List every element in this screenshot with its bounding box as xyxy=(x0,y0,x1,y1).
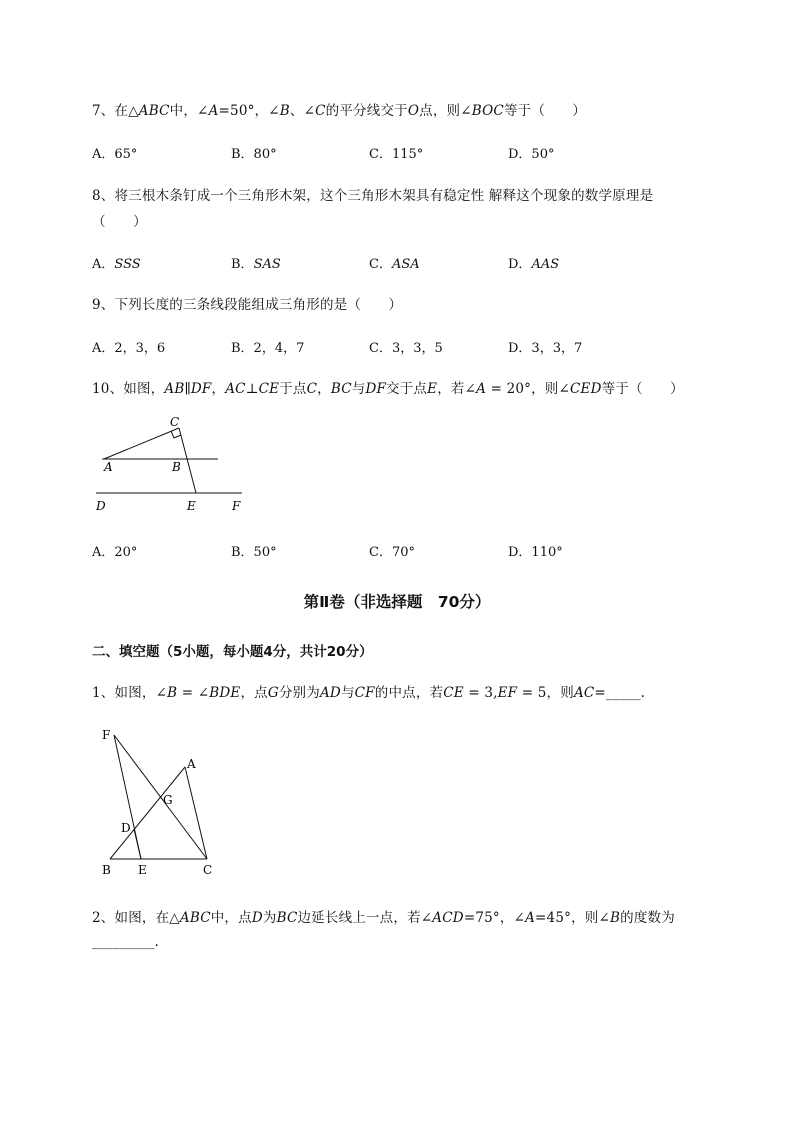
q10-option-b[interactable]: B．50° xyxy=(231,545,277,560)
label-b: B xyxy=(172,460,181,474)
question-7-stem: 7、在△ABC中，∠A=50°，∠B、∠C的平分线交于O点，则∠BOC等于（ ） xyxy=(92,103,587,119)
label-e: E xyxy=(138,863,147,877)
question-10-stem: 10、如图，AB∥DF，AC⊥CE于点C，BC与DF交于点E，若∠A = 20°，则∠CED等于（ ） xyxy=(92,381,684,397)
q8-option-c[interactable]: C．ASA xyxy=(369,257,420,272)
q7-option-a[interactable]: A．65° xyxy=(92,147,138,162)
label-d: D xyxy=(121,821,131,835)
q10-figure xyxy=(90,412,250,518)
q8-option-b[interactable]: B．SAS xyxy=(231,257,281,272)
q7-option-b[interactable]: B．80° xyxy=(231,147,277,162)
section-title: 第Ⅱ卷（非选择题 70分） xyxy=(303,593,491,611)
q7-option-c[interactable]: C．115° xyxy=(369,147,424,162)
label-a: A xyxy=(187,757,196,771)
segment-ba xyxy=(110,767,185,859)
f1-figure xyxy=(95,724,225,880)
q8-option-d[interactable]: D．AAS xyxy=(508,257,560,272)
q9-option-c[interactable]: C．3，3，5 xyxy=(369,341,443,356)
q9-option-b[interactable]: B．2，4，7 xyxy=(231,341,305,356)
segment-ac xyxy=(185,767,207,859)
label-a: A xyxy=(104,460,113,474)
fill-question-2-stem: 2、如图，在△ABC中，点D为BC边延长线上一点，若∠ACD=75°，∠A=45°，则∠B的度数为 xyxy=(92,910,675,926)
label-f: F xyxy=(102,728,111,742)
q9-option-d[interactable]: D．3，3，7 xyxy=(508,341,583,356)
label-b: B xyxy=(102,863,111,877)
label-f: F xyxy=(232,499,241,513)
section-subtitle: 二、填空题（5小题，每小题4分，共计20分） xyxy=(92,644,373,660)
right-angle-mark xyxy=(171,431,181,438)
question-8-stem: 8、将三根木条钉成一个三角形木架，这个三角形木架具有稳定性 解释这个现象的数学原理是 xyxy=(92,188,654,204)
question-9-stem: 9、下列长度的三条线段能组成三角形的是（ ） xyxy=(92,297,403,313)
q10-option-c[interactable]: C．70° xyxy=(369,545,415,560)
segment-de xyxy=(134,829,141,859)
segment-ac xyxy=(104,428,179,459)
label-d: D xyxy=(96,499,106,513)
label-g: G xyxy=(163,793,173,807)
label-c: C xyxy=(203,863,213,877)
q7-option-d[interactable]: D．50° xyxy=(508,147,555,162)
fill-question-1-stem: 1、如图，∠B = ∠BDE，点G分别为AD与CF的中点，若CE = 3,EF = 5，则AC=_____. xyxy=(92,685,646,701)
q10-option-a[interactable]: A．20° xyxy=(92,545,138,560)
q10-option-d[interactable]: D．110° xyxy=(508,545,563,560)
fill-question-2-blank[interactable]: _________. xyxy=(92,934,160,950)
label-c: C xyxy=(170,415,180,429)
segment-ce xyxy=(179,428,196,493)
q9-option-a[interactable]: A．2，3，6 xyxy=(92,341,166,356)
label-e: E xyxy=(187,499,196,513)
question-8-paren: （ ） xyxy=(92,214,147,230)
q8-option-a[interactable]: A．SSS xyxy=(92,257,141,272)
